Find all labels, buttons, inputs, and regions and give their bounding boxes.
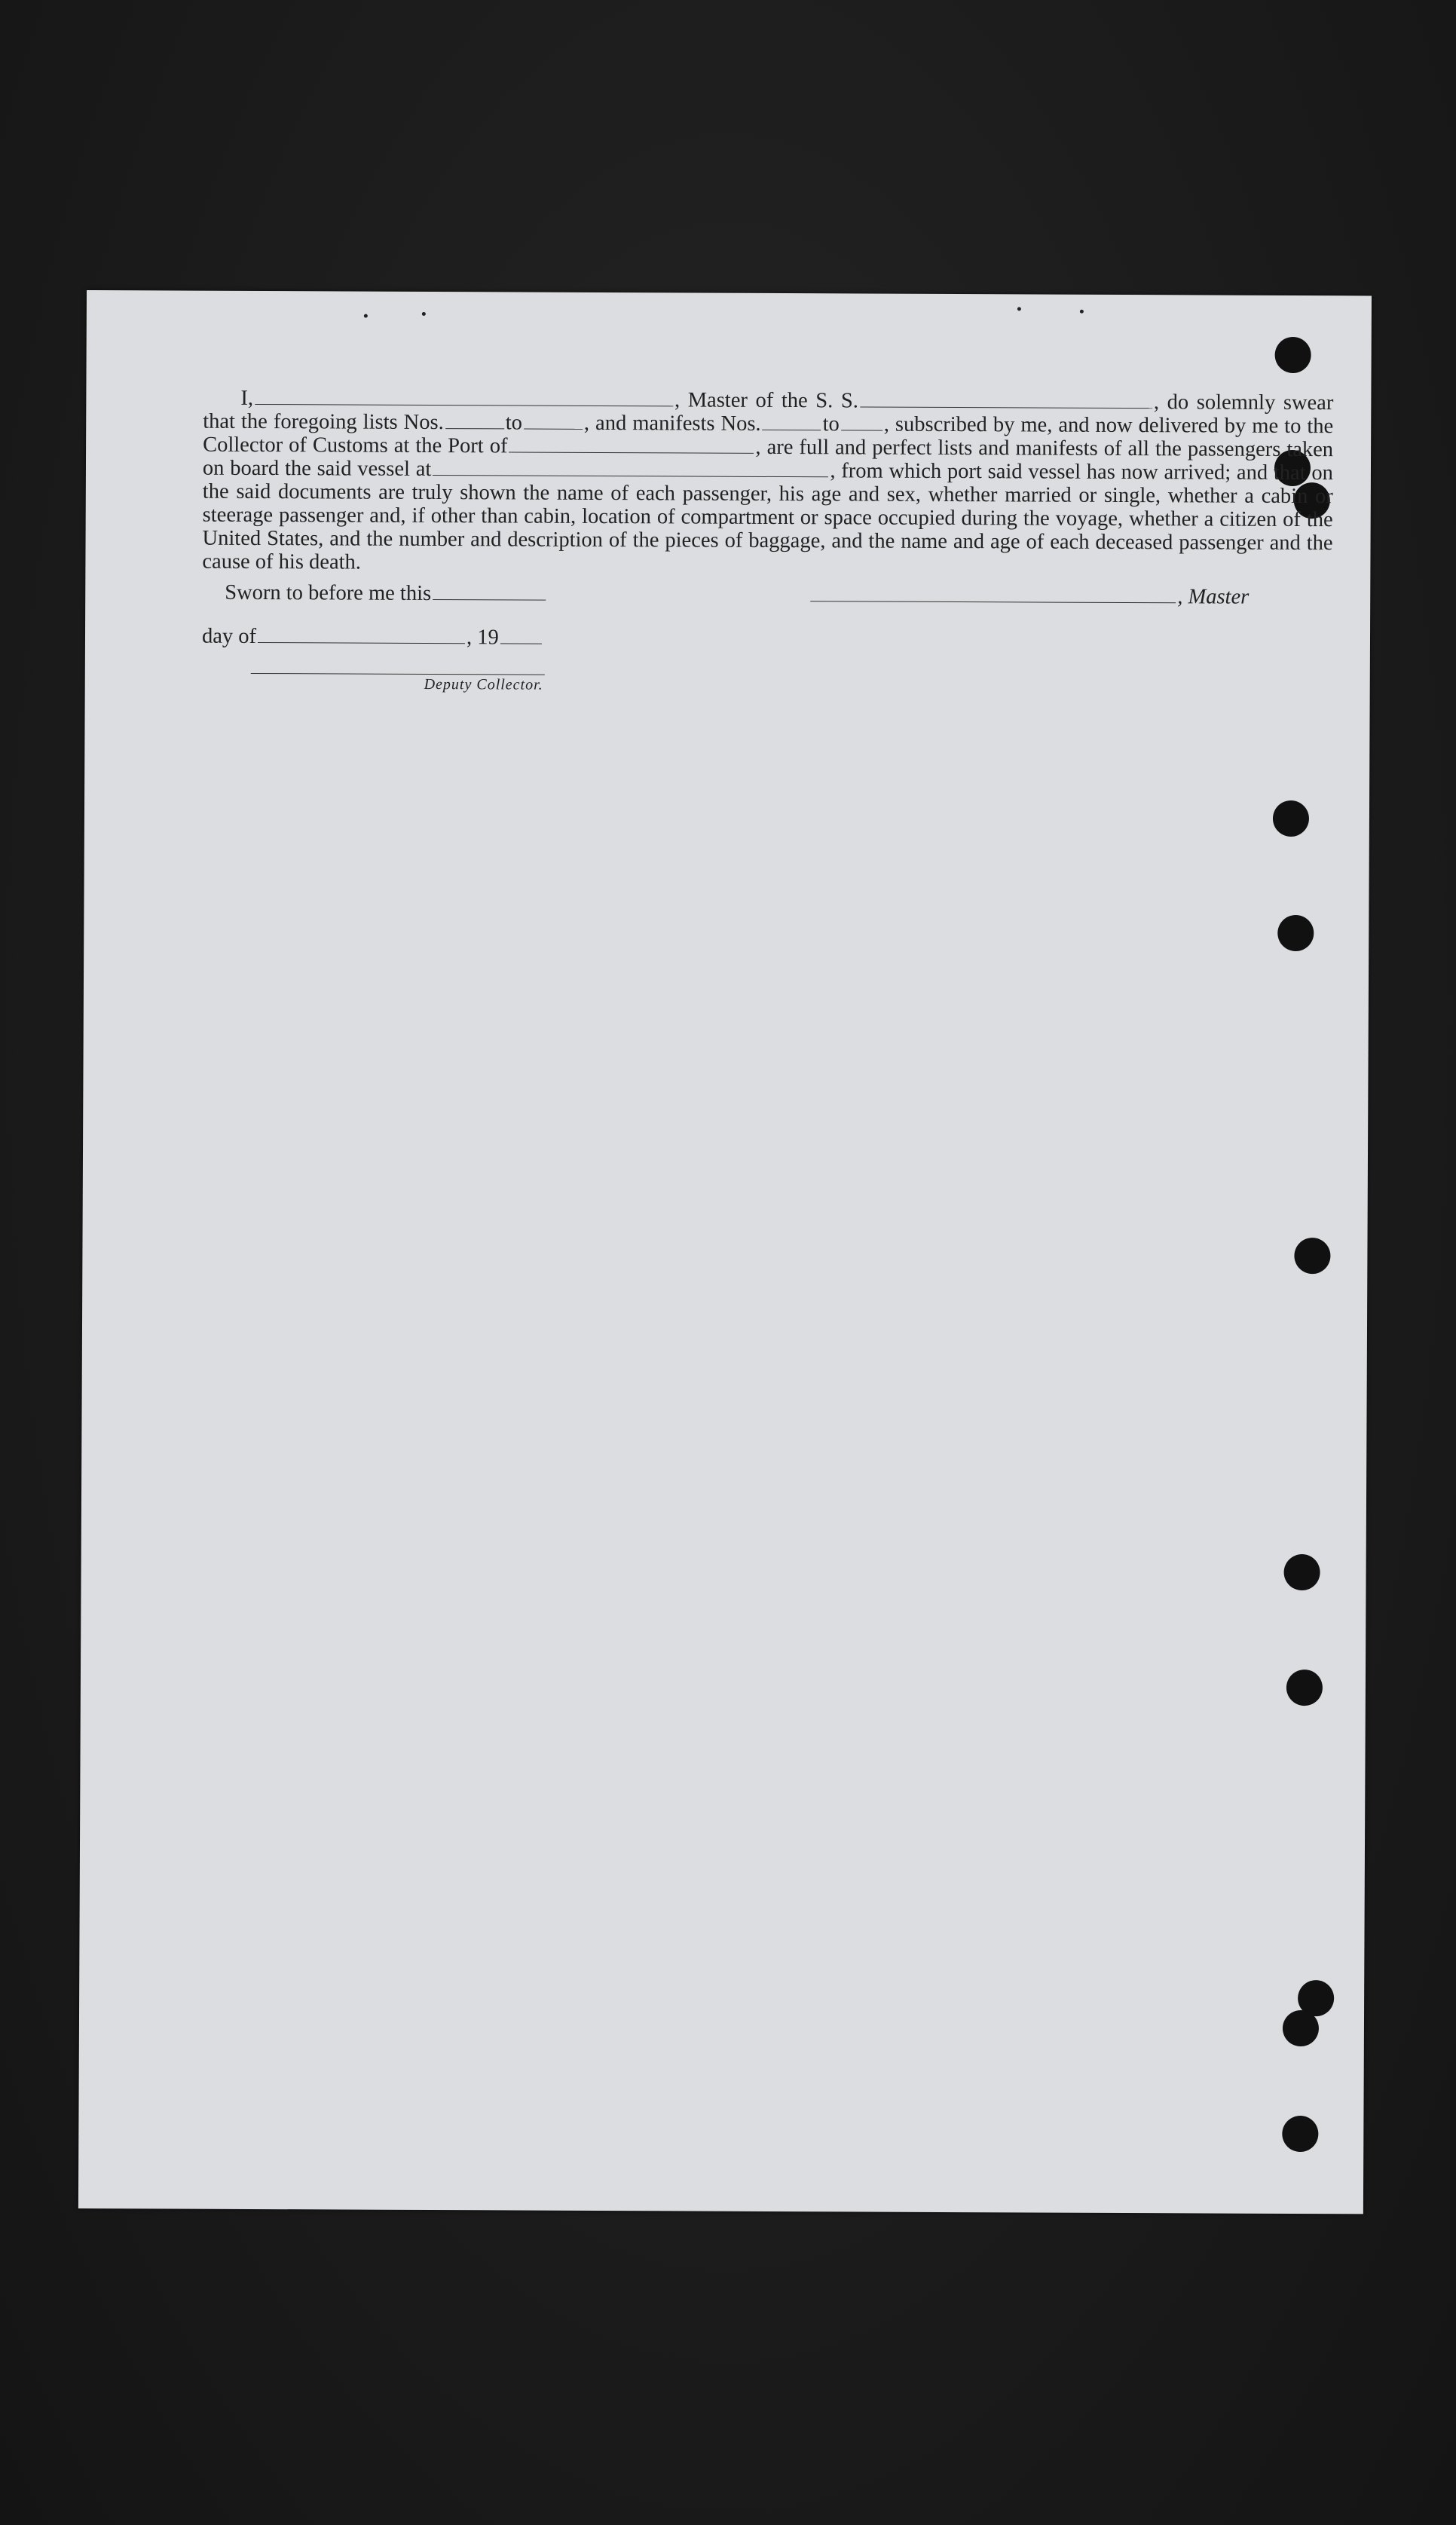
lists-from-field[interactable] <box>445 412 504 429</box>
manifests-from-field[interactable] <box>763 413 821 430</box>
master-label: , Master <box>1177 585 1250 609</box>
day-of-month-field[interactable] <box>258 626 465 644</box>
port-of-departure-field[interactable] <box>433 458 828 477</box>
master-signature-field[interactable] <box>810 584 1176 603</box>
speck <box>422 312 426 316</box>
ship-name-field[interactable] <box>860 390 1152 409</box>
lists-to-field[interactable] <box>524 412 583 430</box>
punch-hole <box>1282 2116 1318 2152</box>
year-field[interactable] <box>500 626 542 644</box>
master-name-field[interactable] <box>255 387 673 406</box>
day-of-line <box>202 625 543 650</box>
oath-text-to-1: to <box>505 411 522 435</box>
oath-paragraph <box>202 387 1333 579</box>
year-prefix-label: , 19 <box>466 626 499 650</box>
deputy-collector-label: Deputy Collector. <box>424 675 543 693</box>
punch-hole <box>1294 1238 1330 1274</box>
oath-text-swear: swear that the foregoing lists Nos. <box>203 390 1334 435</box>
sworn-line <box>225 581 547 607</box>
sworn-date-field[interactable] <box>433 583 546 601</box>
manifest-page <box>78 290 1372 2214</box>
speck <box>1017 307 1021 311</box>
day-of-label: day of <box>201 624 257 648</box>
punch-hole <box>1286 1670 1323 1706</box>
manifests-to-field[interactable] <box>841 413 882 430</box>
port-of-arrival-field[interactable] <box>509 435 754 453</box>
oath-text-solemnly: , do solemnly <box>1153 390 1276 415</box>
oath-text-and-manifests: , and manifests Nos. <box>583 411 761 436</box>
punch-hole <box>1283 1554 1320 1590</box>
oath-text-master-of: , Master of the S. S. <box>674 388 858 413</box>
speck <box>364 314 368 318</box>
deputy-collector-block <box>249 663 546 694</box>
oath-text-subscribed: , subscribed by me, and now delivered by me to the Collector of Customs at the Port of <box>203 412 1334 458</box>
oath-text-are-full: , are full and perfect lists and manifests of all the passengers taken on board the said vessel at <box>202 435 1334 481</box>
oath-text-i: I, <box>240 386 254 410</box>
deputy-signature-field[interactable] <box>251 663 545 675</box>
punch-hole <box>1277 915 1314 951</box>
punch-hole <box>1273 800 1309 837</box>
sworn-label: Sworn to before me this <box>225 580 432 605</box>
oath-text-to-2: to <box>822 412 840 436</box>
punch-hole <box>1283 2010 1319 2046</box>
punch-hole <box>1275 337 1311 373</box>
oath-text-rest: , from which port said vessel has now arrived; and that on the said documents are truly shown the name of each passenger, his age and sex, whether married or single, whether a cabin or steerage passenger and, if other than cabin, location of compartment or space occupied during the voyage, whether a citizen of the United States, and the number and description of the pieces of baggage, and the name and age of each deceased passenger and the cause of his death. <box>202 459 1334 574</box>
master-signature-line <box>809 583 1249 610</box>
speck <box>1080 310 1084 314</box>
